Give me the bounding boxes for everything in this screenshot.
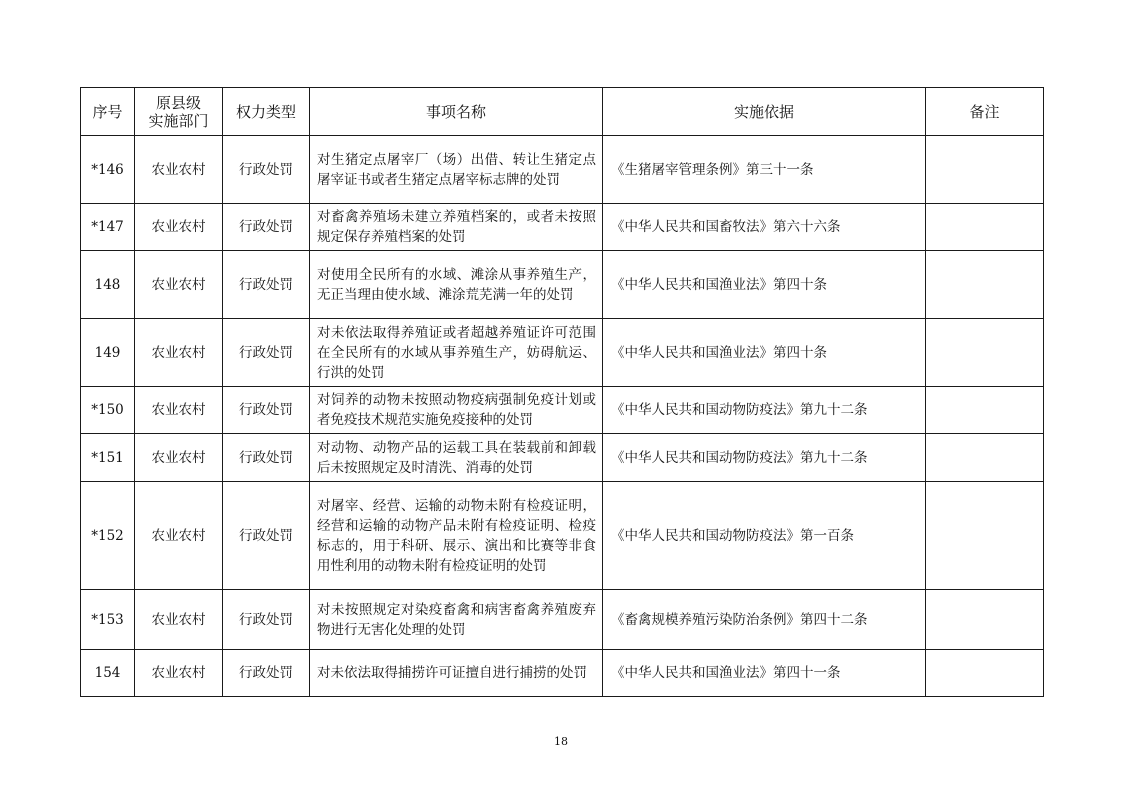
- cell-seq: *152: [81, 482, 135, 590]
- cell-type: 行政处罚: [223, 319, 310, 387]
- cell-seq: *146: [81, 136, 135, 204]
- cell-dept: 农业农村: [135, 387, 223, 434]
- cell-dept: 农业农村: [135, 590, 223, 650]
- cell-basis: 《中华人民共和国动物防疫法》第九十二条: [603, 387, 926, 434]
- cell-remark: [926, 319, 1044, 387]
- cell-basis: 《中华人民共和国渔业法》第四十条: [603, 319, 926, 387]
- cell-item-name: 对饲养的动物未按照动物疫病强制免疫计划或者免疫技术规范实施免疫接种的处罚: [310, 387, 603, 434]
- cell-dept: 农业农村: [135, 482, 223, 590]
- cell-item-name: 对未按照规定对染疫畜禽和病害畜禽养殖废弃物进行无害化处理的处罚: [310, 590, 603, 650]
- header-remark: 备注: [926, 88, 1044, 136]
- cell-type: 行政处罚: [223, 387, 310, 434]
- authority-list-table: [80, 87, 1044, 697]
- cell-type: 行政处罚: [223, 590, 310, 650]
- cell-remark: [926, 434, 1044, 482]
- cell-basis: 《畜禽规模养殖污染防治条例》第四十二条: [603, 590, 926, 650]
- cell-basis: 《中华人民共和国动物防疫法》第九十二条: [603, 434, 926, 482]
- cell-basis: 《生猪屠宰管理条例》第三十一条: [603, 136, 926, 204]
- cell-remark: [926, 650, 1044, 697]
- table-row: [81, 650, 1044, 697]
- header-basis: 实施依据: [603, 88, 926, 136]
- cell-remark: [926, 204, 1044, 251]
- cell-type: 行政处罚: [223, 136, 310, 204]
- cell-seq: *147: [81, 204, 135, 251]
- header-dept: [135, 88, 223, 136]
- table-row: [81, 319, 1044, 387]
- cell-seq: *153: [81, 590, 135, 650]
- cell-type: 行政处罚: [223, 204, 310, 251]
- cell-dept: 农业农村: [135, 650, 223, 697]
- table-header-row: [81, 88, 1044, 136]
- cell-item-name: 对未依法取得养殖证或者超越养殖证许可范围在全民所有的水域从事养殖生产，妨碍航运、行洪的处罚: [310, 319, 603, 387]
- cell-type: 行政处罚: [223, 251, 310, 319]
- cell-basis: 《中华人民共和国动物防疫法》第一百条: [603, 482, 926, 590]
- cell-type: 行政处罚: [223, 650, 310, 697]
- cell-seq: 149: [81, 319, 135, 387]
- table-row: [81, 434, 1044, 482]
- cell-item-name: 对屠宰、经营、运输的动物未附有检疫证明，经营和运输的动物产品未附有检疫证明、检疫标志的，用于科研、展示、演出和比赛等非食用性利用的动物未附有检疫证明的处罚: [310, 482, 603, 590]
- table-row: [81, 251, 1044, 319]
- cell-dept: 农业农村: [135, 136, 223, 204]
- cell-item-name: 对动物、动物产品的运载工具在装载前和卸载后未按照规定及时清洗、消毒的处罚: [310, 434, 603, 482]
- cell-seq: 148: [81, 251, 135, 319]
- table-row: [81, 204, 1044, 251]
- table-row: [81, 387, 1044, 434]
- cell-remark: [926, 482, 1044, 590]
- cell-basis: 《中华人民共和国畜牧法》第六十六条: [603, 204, 926, 251]
- header-item-name: 事项名称: [310, 88, 603, 136]
- cell-seq: 154: [81, 650, 135, 697]
- cell-item-name: 对畜禽养殖场未建立养殖档案的，或者未按照规定保存养殖档案的处罚: [310, 204, 603, 251]
- header-dept-line2: 实施部门: [148, 111, 209, 130]
- cell-type: 行政处罚: [223, 482, 310, 590]
- page-number: 18: [554, 735, 568, 748]
- cell-dept: 农业农村: [135, 434, 223, 482]
- header-power-type: 权力类型: [223, 88, 310, 136]
- cell-remark: [926, 136, 1044, 204]
- table-row: [81, 590, 1044, 650]
- cell-item-name: 对生猪定点屠宰厂（场）出借、转让生猪定点屠宰证书或者生猪定点屠宰标志牌的处罚: [310, 136, 603, 204]
- cell-dept: 农业农村: [135, 251, 223, 319]
- cell-item-name: 对未依法取得捕捞许可证擅自进行捕捞的处罚: [310, 650, 603, 697]
- header-seq: 序号: [81, 88, 135, 136]
- cell-dept: 农业农村: [135, 319, 223, 387]
- cell-seq: *150: [81, 387, 135, 434]
- cell-remark: [926, 251, 1044, 319]
- header-dept-line1: 原县级: [155, 93, 201, 112]
- cell-remark: [926, 387, 1044, 434]
- cell-item-name: 对使用全民所有的水域、滩涂从事养殖生产，无正当理由使水域、滩涂荒芜满一年的处罚: [310, 251, 603, 319]
- cell-seq: *151: [81, 434, 135, 482]
- table-row: [81, 482, 1044, 590]
- cell-type: 行政处罚: [223, 434, 310, 482]
- cell-basis: 《中华人民共和国渔业法》第四十一条: [603, 650, 926, 697]
- cell-dept: 农业农村: [135, 204, 223, 251]
- table-row: [81, 136, 1044, 204]
- cell-remark: [926, 590, 1044, 650]
- cell-basis: 《中华人民共和国渔业法》第四十条: [603, 251, 926, 319]
